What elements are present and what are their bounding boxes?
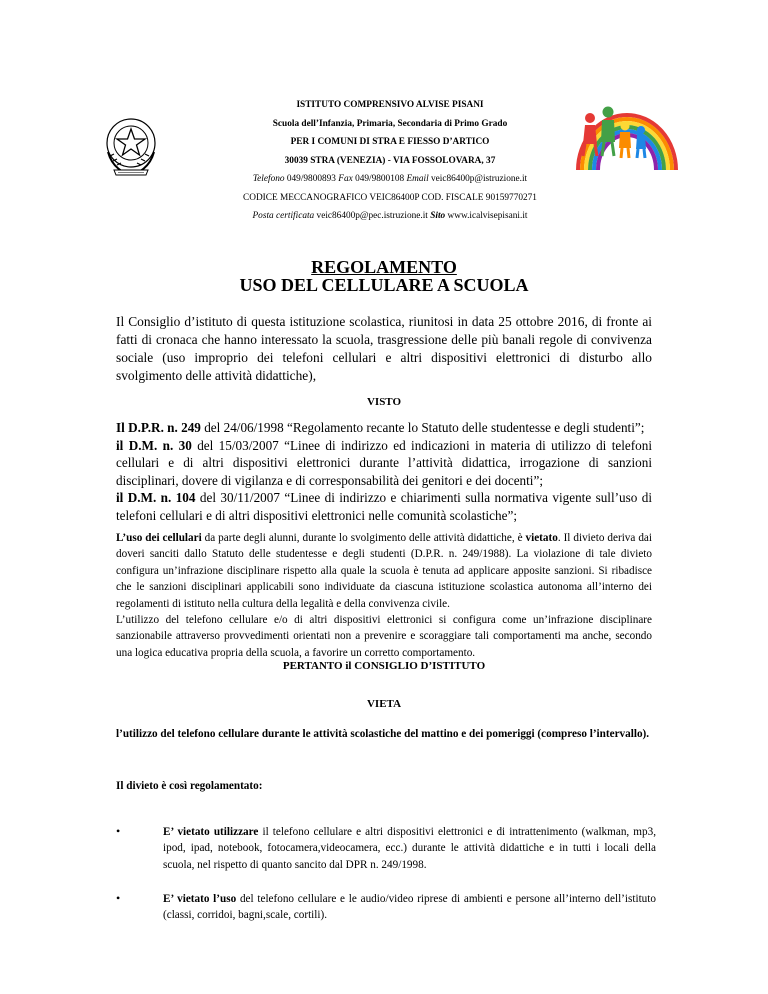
school-contacts: Telefono 049/9800893 Fax 049/9800108 Email veic86400p@istruzione.it	[252, 174, 528, 184]
vieta-heading: VIETA	[366, 698, 402, 710]
list-item: • E’ vietato l’uso del telefono cellulare e le audio/video riprese di ambienti e persone all’interno dell’istituto (classi, corridoi, bagni,scale, cortili).	[116, 891, 656, 922]
bullet-icon: •	[116, 891, 121, 905]
school-pec-site: Posta certificata veic86400p@pec.istruzione.it Sito www.icalvisepisani.it	[252, 211, 528, 221]
rainbow-children-logo-icon	[568, 82, 686, 177]
school-header	[200, 96, 580, 226]
visto-heading: VISTO	[366, 396, 402, 408]
law-item: Il D.P.R. n. 249 del 24/06/1998 “Regolamento recante lo Statuto delle studentesse e degli studenti”;	[116, 420, 645, 435]
phone-use-paragraph: L’uso dei cellulari da parte degli alunni, durante lo svolgimento delle attività didattiche, è vietato. Il divieto deriva dai doveri sanciti dallo Statuto delle studentesse e degli studenti (D.P.R. n. 249/1988). La violazione di tale divieto configura un’infrazione disciplinare rispetto alla quale la scuola è tenuta ad applicare apposite sanzioni. Si ribadisce che le sanzioni disciplinari applicabili sono individuate da ciascuna istituzione scolastica autonoma all’interno dei regolamenti di istituto nella cultura della legalità e della convivenza civile. L’utilizzo del telefono cellulare e/o di altri dispositivi elettronici si configura come un’infrazione disciplinare sanzionabile attraverso provvedimenti orientati non a prevenire e scoraggiare tali comportamenti ma anche, secondo una logica educativa propria della scuola, a favorire un corretto comportamento.	[116, 532, 652, 659]
law-item: il D.M. n. 30 del 15/03/2007 “Linee di indirizzo ed indicazioni in materia di utilizzo di telefoni cellulari e di altri dispositivi elettronici durante l’attività didattica, irrogazione di sanzioni disciplinari, dovere di vigilanza e di corresponsabilità dei genitori e dei docenti”;	[116, 437, 652, 488]
pertanto-heading: PERTANTO il CONSIGLIO D’ISTITUTO	[282, 660, 486, 672]
rules-intro: Il divieto è così regolamentato:	[116, 780, 263, 792]
school-address: 30039 STRA (VENEZIA) - VIA FOSSOLOVARA, 37	[284, 155, 496, 166]
forbidden-statement: l’utilizzo del telefono cellulare durante le attività scolastiche del mattino e dei pomeriggi (compreso l’intervallo).	[116, 728, 650, 740]
school-codes: CODICE MECCANOGRAFICO VEIC86400P COD. FISCALE 90159770271	[243, 192, 537, 203]
intro-paragraph: Il Consiglio d’istituto di questa istituzione scolastica, riunitosi in data 25 ottobre 2016, di fronte ai fatti di cronaca che hanno interessato la scuola, trasgressione delle più banali regole di convivenza sociale (uso improprio dei telefoni cellulari e altri dispositivi elettronici di disturbo allo svolgimento delle attività didattiche),	[116, 314, 652, 383]
email-link: veic86400p@istruzione.it	[431, 174, 528, 184]
school-name: ISTITUTO COMPRENSIVO ALVISE PISANI	[296, 100, 484, 110]
law-item: il D.M. n. 104 del 30/11/2007 “Linee di indirizzo e chiarimenti sulla normativa vigente sull’uso di telefoni cellulari e di altri dispositivi elettronici nelle comunità scolastiche”;	[116, 490, 652, 523]
laws-list	[116, 419, 652, 525]
document-title: REGOLAMENTO	[311, 257, 457, 277]
republic-emblem-icon	[100, 112, 162, 178]
school-levels: Scuola dell’Infanzia, Primaria, Secondaria di Primo Grado	[272, 118, 508, 129]
document-subtitle: USO DEL CELLULARE A SCUOLA	[239, 275, 529, 295]
bullet-icon: •	[116, 824, 121, 838]
school-municipalities: PER I COMUNI DI STRA E FIESSO D’ARTICO	[290, 137, 490, 147]
list-item: • E’ vietato utilizzare il telefono cellulare e altri dispositivi elettronici e di intrattenimento (walkman, mp3, ipod, ipad, notebook, fotocamera,videocamera, ecc.) durante le attività didattiche e in tutti i locali della scuola, nel rispetto di quanto sancito dal DPR n. 249/1998.	[116, 824, 656, 871]
